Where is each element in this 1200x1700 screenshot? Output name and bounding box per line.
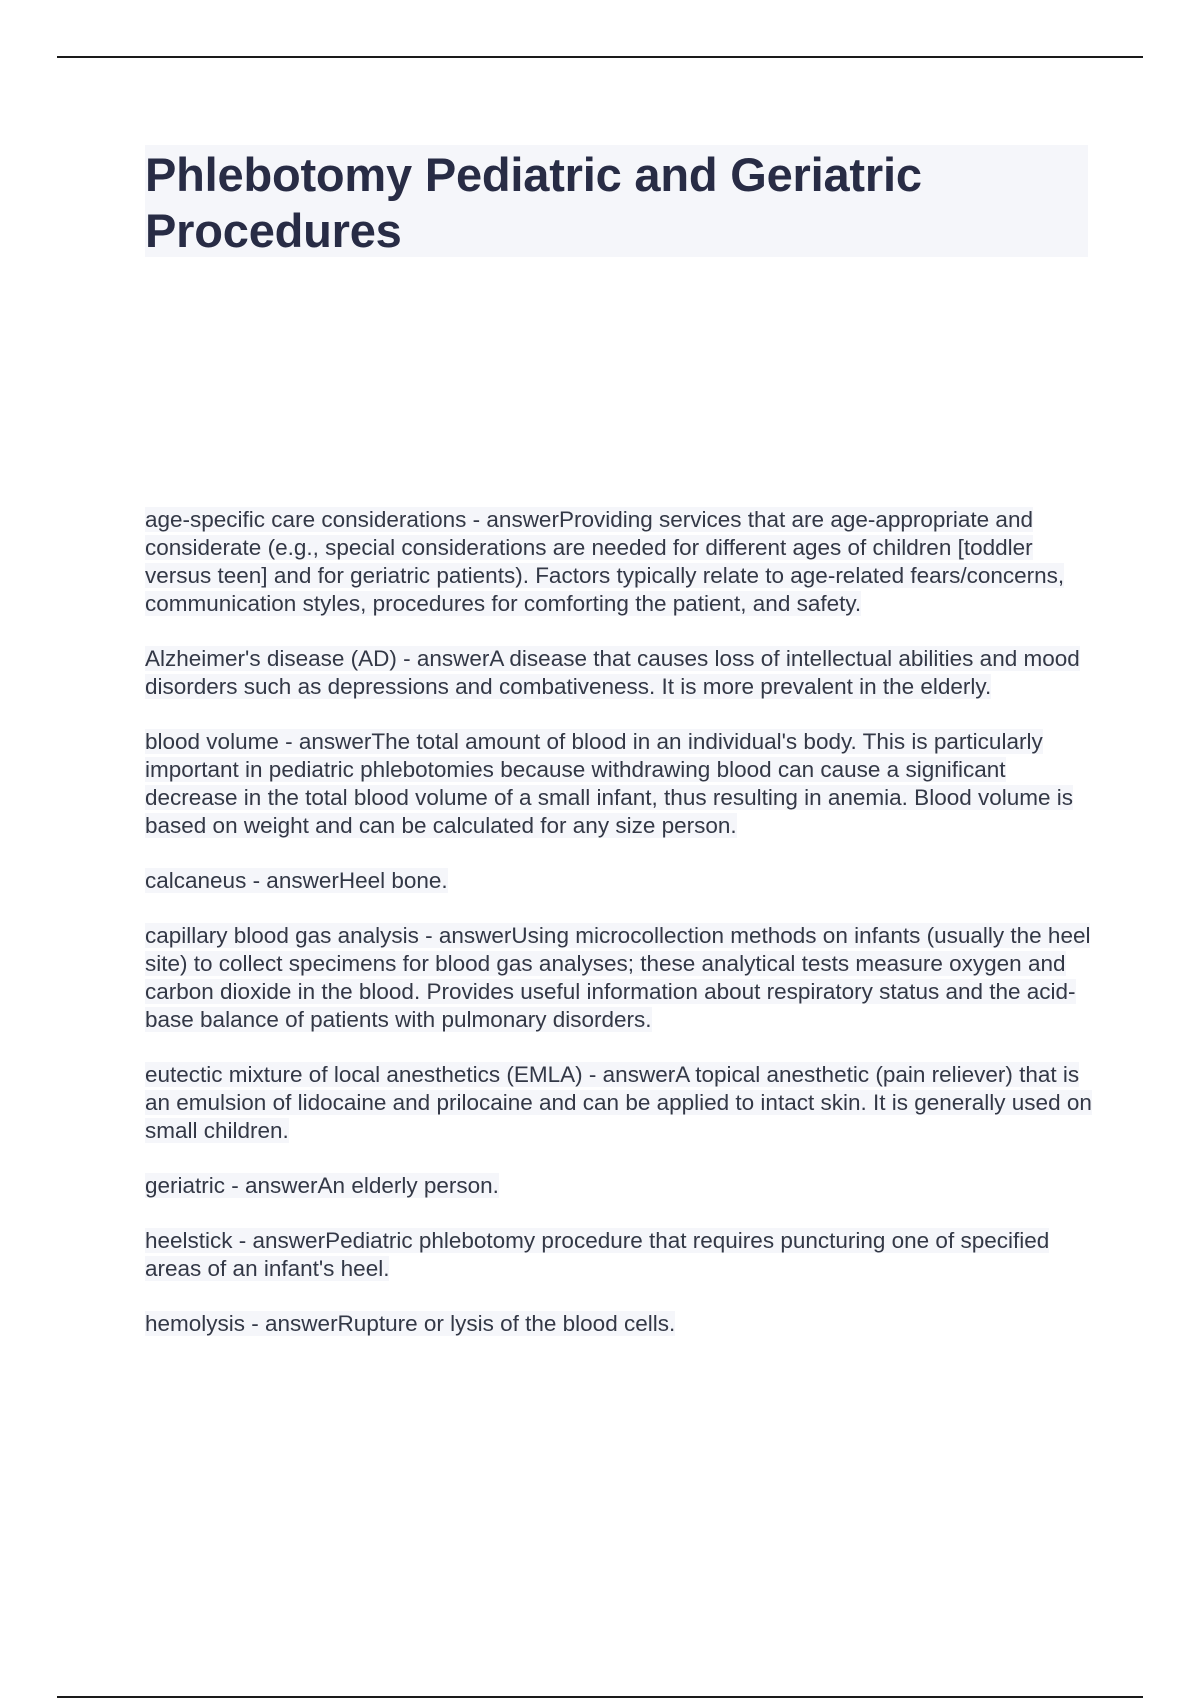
entry-text: blood volume - answerThe total amount of blood in an individual's body. This is particularly important in pediatric phlebotomies because withdrawing blood can cause a significant decrease in the total blood volume of a small infant, thus resulting in anemia. Blood volume is based on weight and can be calculated for any size person.: [145, 729, 1074, 838]
title-block: [145, 145, 1088, 257]
list-item: [145, 1310, 1095, 1338]
page-title: Phlebotomy Pediatric and Geriatric Procedures: [145, 148, 922, 257]
top-rule: [57, 56, 1143, 58]
entry-text: geriatric - answerAn elderly person.: [145, 1173, 499, 1198]
list-item: [145, 645, 1095, 701]
entry-text: age-specific care considerations - answerProviding services that are age-appropriate and considerate (e.g., special considerations are needed for different ages of children [toddler versus teen] and for geriatric patients). Factors typically relate to age-related fears/concerns, communication styles, procedures for comforting the patient, and safety.: [145, 507, 1065, 616]
entry-text: Alzheimer's disease (AD) - answerA disease that causes loss of intellectual abilities and mood disorders such as depressions and combativeness. It is more prevalent in the elderly.: [145, 646, 1080, 699]
entry-text: hemolysis - answerRupture or lysis of the blood cells.: [145, 1311, 676, 1336]
list-item: [145, 728, 1095, 840]
entry-text: calcaneus - answerHeel bone.: [145, 868, 448, 893]
list-item: [145, 1061, 1095, 1145]
entry-text: capillary blood gas analysis - answerUsing microcollection methods on infants (usually the heel site) to collect specimens for blood gas analyses; these analytical tests measure oxygen and carbon dioxide in the blood. Provides useful information about respiratory status and the acid-base balance of patients with pulmonary disorders.: [145, 923, 1091, 1032]
list-item: [145, 506, 1095, 618]
entry-text: eutectic mixture of local anesthetics (EMLA) - answerA topical anesthetic (pain reliever) that is an emulsion of lidocaine and prilocaine and can be applied to intact skin. It is generally used on small children.: [145, 1062, 1092, 1143]
list-item: [145, 867, 1095, 895]
list-item: [145, 1172, 1095, 1200]
list-item: [145, 922, 1095, 1034]
bottom-rule: [57, 1696, 1143, 1698]
list-item: [145, 1227, 1095, 1283]
entry-text: heelstick - answerPediatric phlebotomy procedure that requires puncturing one of specified areas of an infant's heel.: [145, 1228, 1050, 1281]
flashcard-list: [145, 506, 1095, 1365]
